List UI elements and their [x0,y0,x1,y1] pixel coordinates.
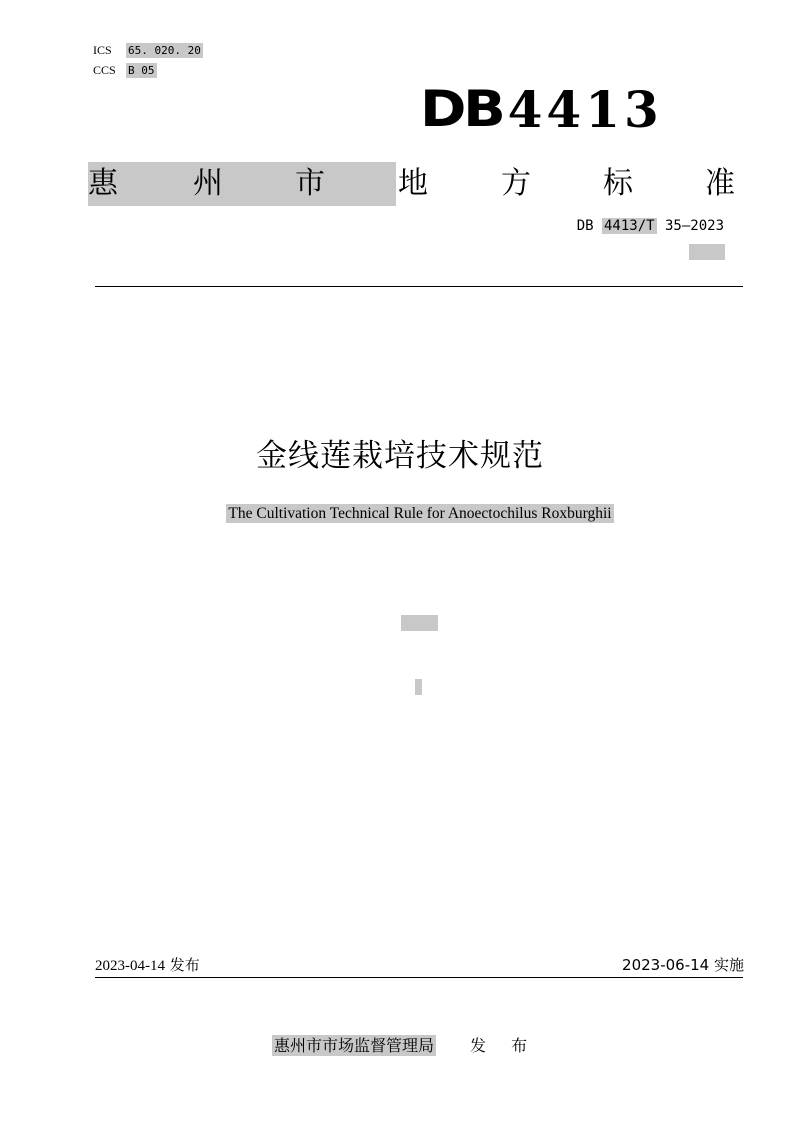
standard-type-char: 惠 [88,166,118,201]
issue-label: 发布 [165,956,200,974]
db-logo [420,78,663,140]
implement-date-line [622,954,744,975]
standard-type-char: 标 [603,166,633,201]
title-english [0,505,800,523]
standard-type-char: 市 [295,166,325,201]
issue-date-line [95,954,200,975]
standard-type-char: 州 [193,166,223,201]
ccs-row [93,60,203,80]
header-divider [95,286,743,287]
redaction-box [689,244,725,260]
ccs-code: B 05 [128,63,155,77]
standard-type-char: 准 [705,166,735,201]
ics-code: 65. 020. 20 [128,43,201,57]
title-english-text: The Cultivation Technical Rule for Anoectochilus Roxburghii [228,505,612,522]
ccs-label: CCS [93,63,116,77]
standard-type-heading [88,162,738,206]
implement-label: 实施 [709,956,744,974]
title-chinese: 金线莲栽培技术规范 [256,438,544,474]
redaction-box [415,679,422,695]
ics-label: ICS [93,43,112,57]
implement-date: 2023-06-14 [622,956,710,974]
publisher-action: 发 布 [470,1036,538,1055]
standard-type-char: 地 [398,166,428,201]
db-logo-number: 4413 [507,79,663,139]
standard-number-suffix: 35—2023 [656,218,724,234]
standard-number [577,218,724,234]
publisher-line [272,1033,537,1056]
ics-row [93,40,203,60]
publisher-organization: 惠州市市场监督管理局 [274,1036,435,1055]
standard-number-prefix: DB [576,218,602,234]
standard-type-highlight [88,162,396,206]
issue-date: 2023-04-14 [95,958,165,974]
standard-number-code: 4413/T [603,218,655,234]
redaction-box [401,615,438,631]
standard-type-char: 方 [501,166,531,201]
classification-codes [93,40,203,80]
footer-divider [95,977,743,978]
db-logo-letters: DB [420,80,503,138]
